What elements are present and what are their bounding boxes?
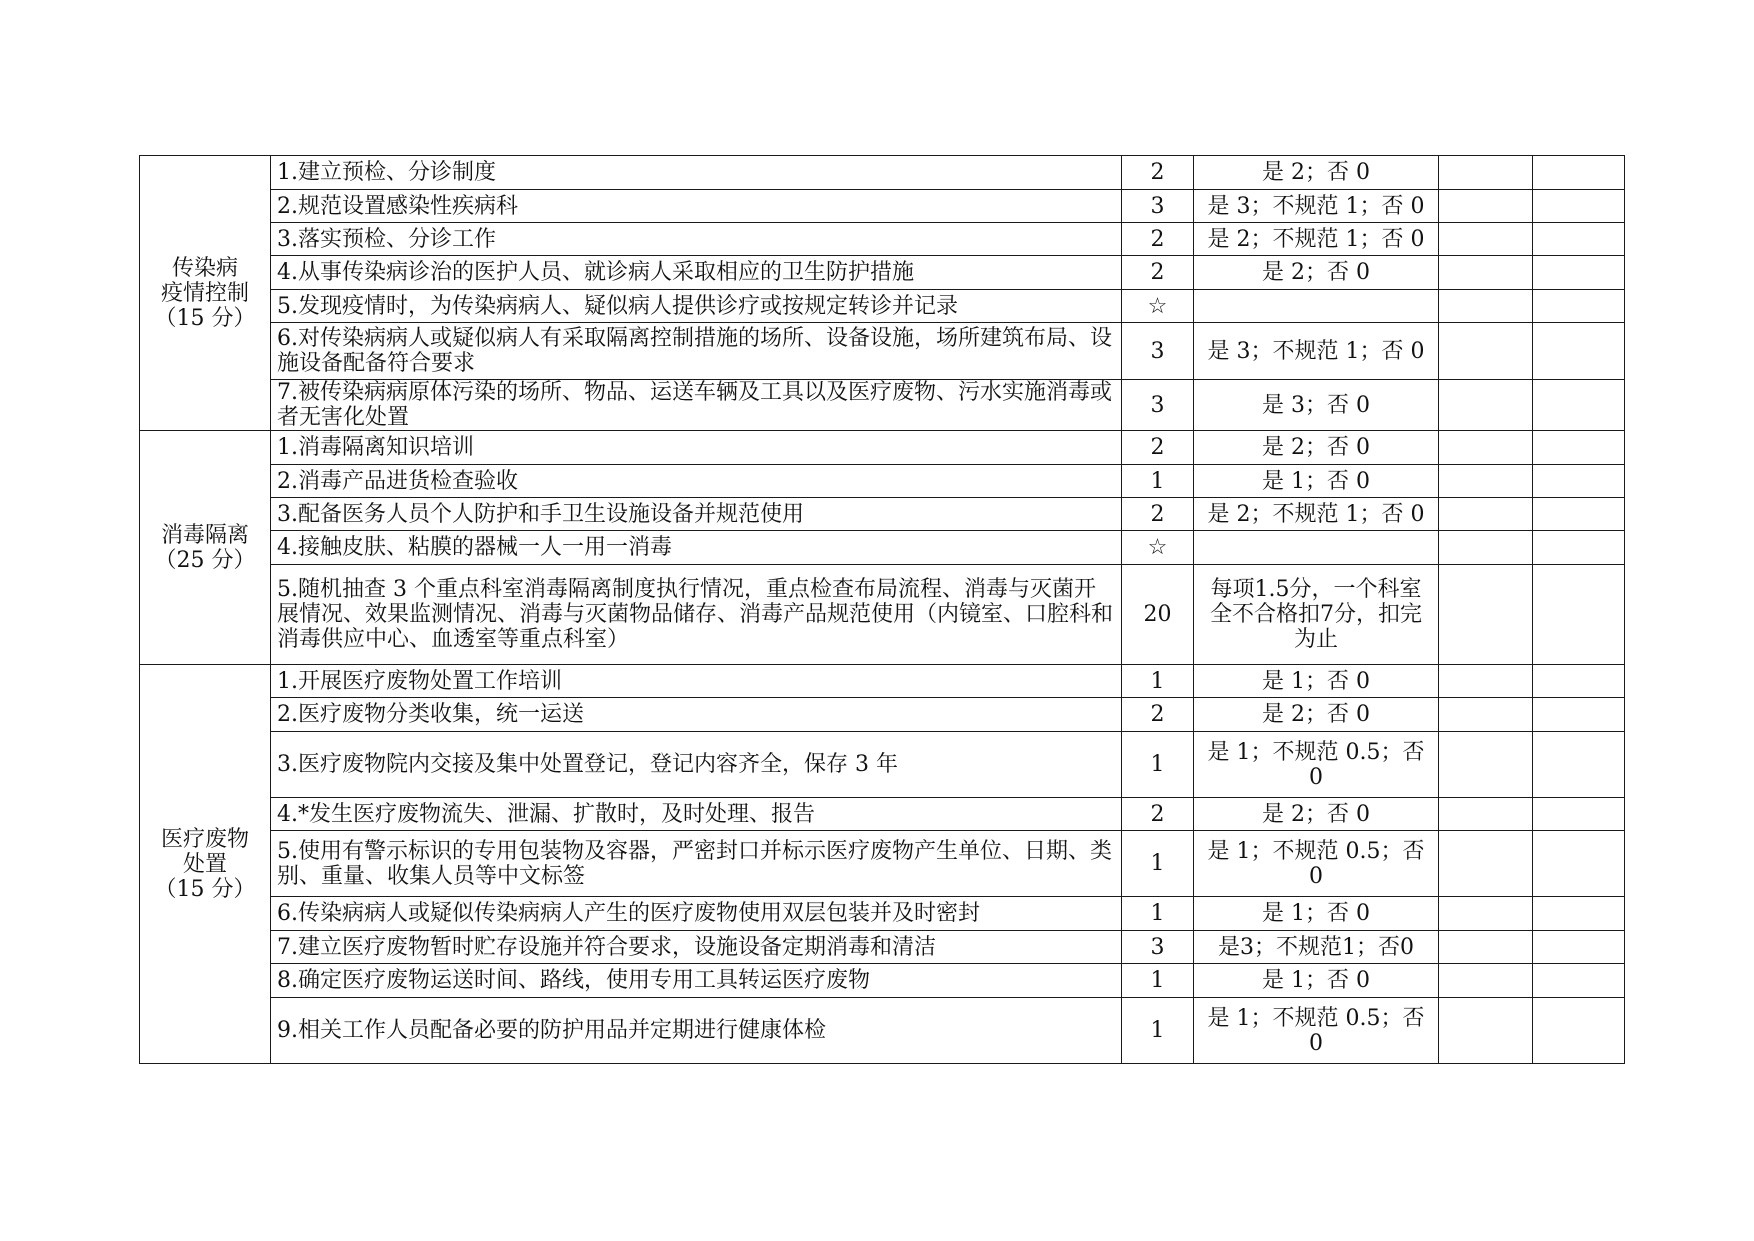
- table-row: [140, 798, 1625, 831]
- section-title-line: （15 分）: [154, 876, 256, 902]
- remark-cell: [1533, 290, 1625, 323]
- points-value: 1: [1122, 964, 1194, 998]
- scoring-standard: 是 3；不规范 1；否 0: [1194, 190, 1439, 223]
- item-text: 3.落实预检、分诊工作: [271, 223, 1122, 256]
- item-text: 4.从事传染病诊治的医护人员、就诊病人采取相应的卫生防护措施: [271, 256, 1122, 290]
- table-row: [140, 831, 1625, 897]
- points-value: 2: [1122, 698, 1194, 732]
- score-cell: [1439, 665, 1533, 698]
- scoring-standard: 是 1；不规范 0.5；否 0: [1194, 831, 1439, 897]
- table-row: [140, 964, 1625, 998]
- score-cell: [1439, 323, 1533, 380]
- score-cell: [1439, 964, 1533, 998]
- table-row: [140, 380, 1625, 431]
- score-cell: [1439, 565, 1533, 665]
- section-title-infectious-disease: [140, 156, 271, 431]
- score-cell: [1439, 256, 1533, 290]
- scoring-standard: 是 2；否 0: [1194, 798, 1439, 831]
- scoring-standard: [1194, 290, 1439, 323]
- scoring-standard: 是 2；否 0: [1194, 431, 1439, 465]
- item-text: 1.开展医疗废物处置工作培训: [271, 665, 1122, 698]
- table-row: [140, 290, 1625, 323]
- remark-cell: [1533, 732, 1625, 798]
- scoring-standard: 是 1；否 0: [1194, 897, 1439, 931]
- points-value: 1: [1122, 998, 1194, 1064]
- section-title-line: 处置: [182, 851, 227, 877]
- table-row: [140, 732, 1625, 798]
- scoring-standard: 是 1；不规范 0.5；否 0: [1194, 732, 1439, 798]
- points-value: 2: [1122, 156, 1194, 190]
- points-value: 3: [1122, 323, 1194, 380]
- table-row: [140, 565, 1625, 665]
- remark-cell: [1533, 156, 1625, 190]
- scoring-standard: 是 1；否 0: [1194, 465, 1439, 498]
- score-cell: [1439, 431, 1533, 465]
- remark-cell: [1533, 256, 1625, 290]
- table-row: [140, 931, 1625, 964]
- points-value: 1: [1122, 897, 1194, 931]
- remark-cell: [1533, 380, 1625, 431]
- item-text: 6.对传染病病人或疑似病人有采取隔离控制措施的场所、设备设施，场所建筑布局、设施设备配备符合要求: [271, 323, 1122, 380]
- scoring-standard: 是 2；否 0: [1194, 256, 1439, 290]
- remark-cell: [1533, 565, 1625, 665]
- scoring-standard: 是 2；不规范 1；否 0: [1194, 498, 1439, 531]
- score-cell: [1439, 380, 1533, 431]
- remark-cell: [1533, 798, 1625, 831]
- remark-cell: [1533, 531, 1625, 565]
- remark-cell: [1533, 665, 1625, 698]
- item-text: 1.消毒隔离知识培训: [271, 431, 1122, 465]
- table-row: [140, 897, 1625, 931]
- points-value: 2: [1122, 431, 1194, 465]
- table-row: [140, 465, 1625, 498]
- item-text: 2.规范设置感染性疾病科: [271, 190, 1122, 223]
- remark-cell: [1533, 831, 1625, 897]
- remark-cell: [1533, 323, 1625, 380]
- scoring-standard: 是 3；否 0: [1194, 380, 1439, 431]
- table-row: [140, 223, 1625, 256]
- scoring-standard: 是 2；不规范 1；否 0: [1194, 223, 1439, 256]
- remark-cell: [1533, 998, 1625, 1064]
- score-cell: [1439, 698, 1533, 732]
- points-value: 3: [1122, 380, 1194, 431]
- points-value: 20: [1122, 565, 1194, 665]
- scoring-standard: 是 1；否 0: [1194, 964, 1439, 998]
- remark-cell: [1533, 223, 1625, 256]
- points-value: ☆: [1122, 290, 1194, 323]
- points-value: 2: [1122, 223, 1194, 256]
- score-cell: [1439, 290, 1533, 323]
- remark-cell: [1533, 931, 1625, 964]
- section-title-line: 消毒隔离: [160, 522, 249, 548]
- points-value: 2: [1122, 256, 1194, 290]
- points-value: 3: [1122, 190, 1194, 223]
- score-cell: [1439, 223, 1533, 256]
- scoring-standard: 是 1；不规范 0.5；否 0: [1194, 998, 1439, 1064]
- item-text: 7.建立医疗废物暂时贮存设施并符合要求，设施设备定期消毒和清洁: [271, 931, 1122, 964]
- scoring-standard: 是3；不规范1；否0: [1194, 931, 1439, 964]
- item-text: 2.消毒产品进货检查验收: [271, 465, 1122, 498]
- section-title-line: 疫情控制: [160, 280, 249, 306]
- item-text: 5.使用有警示标识的专用包装物及容器，严密封口并标示医疗废物产生单位、日期、类别、重量、收集人员等中文标签: [271, 831, 1122, 897]
- section-title-line: 传染病: [171, 255, 238, 281]
- item-text: 9.相关工作人员配备必要的防护用品并定期进行健康体检: [271, 998, 1122, 1064]
- remark-cell: [1533, 190, 1625, 223]
- points-value: ☆: [1122, 531, 1194, 565]
- table-row: [140, 498, 1625, 531]
- section-title-line: 医疗废物: [160, 826, 249, 852]
- scoring-standard: [1194, 531, 1439, 565]
- item-text: 5.随机抽查 3 个重点科室消毒隔离制度执行情况，重点检查布局流程、消毒与灭菌开展情况、效果监测情况、消毒与灭菌物品储存、消毒产品规范使用（内镜室、口腔科和消毒供应中心、血透室等重点科室）: [271, 565, 1122, 665]
- table-row: [140, 431, 1625, 465]
- points-value: 2: [1122, 798, 1194, 831]
- table-row: [140, 698, 1625, 732]
- points-value: 3: [1122, 931, 1194, 964]
- section-title-medical-waste: [140, 665, 271, 1064]
- section-title-disinfection-isolation: [140, 431, 271, 665]
- table-row: [140, 531, 1625, 565]
- remark-cell: [1533, 498, 1625, 531]
- score-cell: [1439, 156, 1533, 190]
- points-value: 1: [1122, 831, 1194, 897]
- score-cell: [1439, 831, 1533, 897]
- item-text: 4.*发生医疗废物流失、泄漏、扩散时，及时处理、报告: [271, 798, 1122, 831]
- remark-cell: [1533, 964, 1625, 998]
- score-cell: [1439, 998, 1533, 1064]
- points-value: 2: [1122, 498, 1194, 531]
- score-cell: [1439, 931, 1533, 964]
- score-cell: [1439, 798, 1533, 831]
- item-text: 8.确定医疗废物运送时间、路线，使用专用工具转运医疗废物: [271, 964, 1122, 998]
- table-row: [140, 256, 1625, 290]
- score-cell: [1439, 531, 1533, 565]
- remark-cell: [1533, 465, 1625, 498]
- points-value: 1: [1122, 665, 1194, 698]
- score-cell: [1439, 732, 1533, 798]
- scoring-standard: 是 2；否 0: [1194, 156, 1439, 190]
- scoring-standard: 是 2；否 0: [1194, 698, 1439, 732]
- item-text: 5.发现疫情时，为传染病病人、疑似病人提供诊疗或按规定转诊并记录: [271, 290, 1122, 323]
- score-cell: [1439, 498, 1533, 531]
- item-text: 1.建立预检、分诊制度: [271, 156, 1122, 190]
- remark-cell: [1533, 698, 1625, 732]
- scoring-standard: 是 3；不规范 1；否 0: [1194, 323, 1439, 380]
- table-row: [140, 190, 1625, 223]
- remark-cell: [1533, 897, 1625, 931]
- score-cell: [1439, 897, 1533, 931]
- table-row: [140, 323, 1625, 380]
- table-row: [140, 998, 1625, 1064]
- scoring-standard: 是 1；否 0: [1194, 665, 1439, 698]
- item-text: 3.配备医务人员个人防护和手卫生设施设备并规范使用: [271, 498, 1122, 531]
- scoring-standard: 每项1.5分，一个科室全不合格扣7分，扣完为止: [1194, 565, 1439, 665]
- item-text: 4.接触皮肤、粘膜的器械一人一用一消毒: [271, 531, 1122, 565]
- table-row: [140, 156, 1625, 190]
- points-value: 1: [1122, 465, 1194, 498]
- inspection-table: [139, 155, 1625, 1064]
- item-text: 3.医疗废物院内交接及集中处置登记，登记内容齐全，保存 3 年: [271, 732, 1122, 798]
- points-value: 1: [1122, 732, 1194, 798]
- item-text: 2.医疗废物分类收集，统一运送: [271, 698, 1122, 732]
- score-cell: [1439, 190, 1533, 223]
- table-row: [140, 665, 1625, 698]
- item-text: 6.传染病病人或疑似传染病病人产生的医疗废物使用双层包装并及时密封: [271, 897, 1122, 931]
- remark-cell: [1533, 431, 1625, 465]
- score-cell: [1439, 465, 1533, 498]
- section-title-line: （15 分）: [154, 305, 256, 331]
- item-text: 7.被传染病病原体污染的场所、物品、运送车辆及工具以及医疗废物、污水实施消毒或者无害化处置: [271, 380, 1122, 431]
- section-title-line: （25 分）: [154, 547, 256, 573]
